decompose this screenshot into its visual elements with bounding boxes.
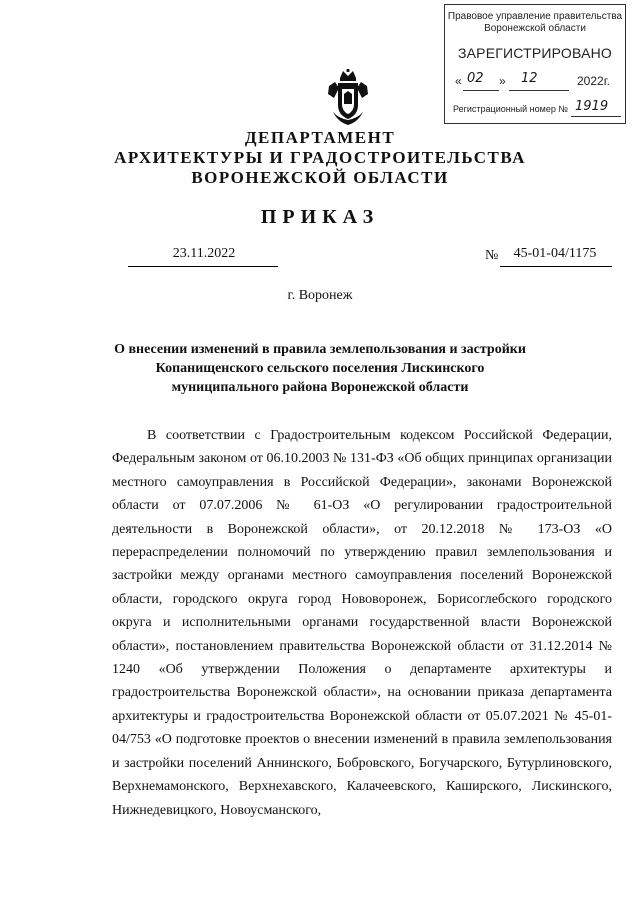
city: г. Воронеж: [287, 288, 353, 303]
stamp-reg-number: 1919: [575, 99, 609, 114]
body-text: В соответствии с Градостроительным кодексом Российской Федерации, Федеральным законом от 06.10.2003 № 131-ФЗ «Об общих принципах организации местного самоуправления в Российской Федерации», законами Воронежской области от 07.07.2006 № 61-ОЗ «О регулировании градостроительной деятельности в Воронежской области», от 20.12.2018 № 173-ОЗ «О перераспределении полномочий по утверждению правил землепользования и застройки между органами местного самоуправления поселений Воронежской области, городского округа город Нововоронеж, Борисоглебского городского округа и исполнительными органами государственной власти Воронежской области», постановлением правительства Воронежской области от 31.12.2014 № 1240 «Об утверждении Положения о департаменте архитектуры и градостроительства Воронежской области», на основании приказа департамента архитектуры и градостроительства Воронежской области от 05.07.2021 № 45-01-04/753 «О подготовке проектов о внесении изменений в правила землепользования и застройки поселений Аннинского, Бобровского, Богучарского, Бутурлиновского, Верхнемамонского, Верхнехавского, Калачеевского, Каширского, Лискинского, Нижнедевицкого, Новоусманского,: [112, 428, 612, 818]
department-title-line3: ВОРОНЕЖСКОЙ ОБЛАСТИ: [191, 168, 449, 187]
stamp-date: [455, 71, 617, 92]
stamp-month: 12: [521, 71, 538, 86]
stamp-org-line1: Правовое управление правительства: [447, 11, 623, 22]
stamp-day: 02: [467, 71, 484, 86]
stamp-day-underline: [463, 90, 499, 91]
stamp-registered-label: ЗАРЕГИСТРИРОВАНО: [457, 45, 613, 61]
coat-of-arms-icon: [325, 68, 371, 128]
department-title-line2: АРХИТЕКТУРЫ И ГРАДОСТРОИТЕЛЬСТВА: [114, 148, 526, 167]
document-type: ПРИКАЗ: [260, 206, 380, 228]
order-subject: О внесении изменений в правила землепользования и застройки Копанищенского сельского поселения Лискинского муниципального района Воронежской области: [114, 342, 526, 395]
order-date: 23.11.2022: [172, 246, 236, 261]
stamp-year: 2022г.: [577, 74, 610, 88]
department-title-line1: ДЕПАРТАМЕНТ: [244, 128, 396, 147]
stamp-org-line2: Воронежской области: [484, 23, 586, 34]
stamp-reg-underline: [571, 116, 621, 117]
stamp-reg-label: Регистрационный номер №: [453, 104, 569, 114]
number-sign: №: [485, 248, 499, 263]
stamp-reg-line: [453, 101, 619, 117]
registration-stamp: [444, 4, 626, 124]
stamp-month-underline: [509, 90, 569, 91]
stamp-quote-open: «: [455, 74, 462, 88]
date-underline: [128, 266, 278, 267]
number-underline: [500, 266, 612, 267]
order-number: 45-01-04/1175: [513, 246, 597, 261]
stamp-quote-close: »: [499, 74, 506, 88]
